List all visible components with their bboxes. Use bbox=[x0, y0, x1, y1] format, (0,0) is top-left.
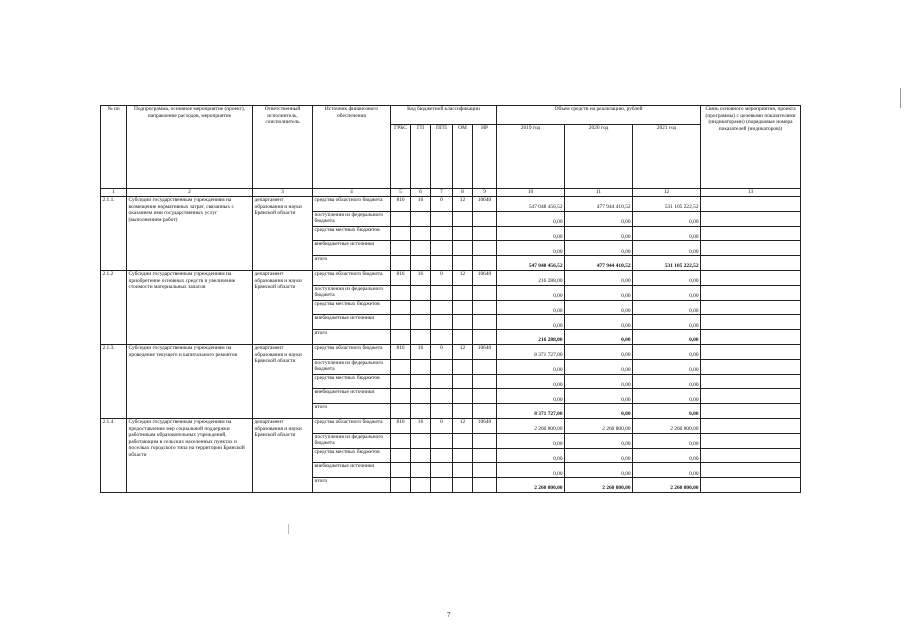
code-empty bbox=[473, 256, 497, 271]
header-volume: Объем средств на реализацию, рублей bbox=[497, 106, 701, 125]
code-empty bbox=[431, 359, 453, 374]
source-label: поступления из федерального бюджета bbox=[313, 285, 391, 300]
code-empty bbox=[473, 448, 497, 463]
code-empty bbox=[453, 359, 473, 374]
code-empty bbox=[453, 315, 473, 330]
scan-edge-mark bbox=[900, 88, 901, 108]
amount-2020: 0,00 bbox=[565, 241, 633, 256]
amount-2019: 216 288,00 bbox=[497, 270, 565, 285]
code-empty bbox=[431, 478, 453, 493]
code-empty bbox=[473, 433, 497, 448]
link-cell bbox=[701, 256, 801, 271]
amount-2019: 0,00 bbox=[497, 226, 565, 241]
code-gp: 16 bbox=[411, 344, 431, 359]
code-empty bbox=[391, 315, 411, 330]
link-cell bbox=[701, 285, 801, 300]
code-empty bbox=[431, 315, 453, 330]
header-2019: 2019 год bbox=[497, 124, 565, 188]
amount-2021: 0,00 bbox=[633, 404, 701, 419]
code-empty bbox=[391, 211, 411, 226]
link-cell bbox=[701, 197, 801, 212]
amount-2020: 0,00 bbox=[565, 285, 633, 300]
code-gp: 16 bbox=[411, 270, 431, 285]
code-empty bbox=[391, 433, 411, 448]
amount-2019: 0,00 bbox=[497, 463, 565, 478]
code-grbs: 816 bbox=[391, 418, 411, 433]
budget-table bbox=[100, 105, 801, 493]
col-number: 4 bbox=[313, 189, 391, 197]
amount-2021: 0,00 bbox=[633, 448, 701, 463]
code-empty bbox=[391, 330, 411, 345]
amount-2020: 2 260 800,00 bbox=[565, 478, 633, 493]
code-empty bbox=[431, 256, 453, 271]
code-empty bbox=[431, 433, 453, 448]
source-label: средства областного бюджета bbox=[313, 344, 391, 359]
source-label: средства областного бюджета bbox=[313, 270, 391, 285]
code-empty bbox=[411, 478, 431, 493]
item-name: Субсидии государственным учреждениям на возмещение нормативных затрат, связанных с оказанием ими государственных услуг (выполнением работ) bbox=[127, 197, 253, 271]
code-empty bbox=[431, 389, 453, 404]
source-label: итого bbox=[313, 478, 391, 493]
amount-2021: 0,00 bbox=[633, 359, 701, 374]
code-empty bbox=[473, 330, 497, 345]
amount-2020: 0,00 bbox=[565, 315, 633, 330]
amount-2019: 0,00 bbox=[497, 300, 565, 315]
amount-2021: 0,00 bbox=[633, 241, 701, 256]
source-label: поступления из федерального бюджета bbox=[313, 359, 391, 374]
code-empty bbox=[411, 448, 431, 463]
code-gp: 16 bbox=[411, 197, 431, 212]
code-empty bbox=[391, 448, 411, 463]
amount-2020: 477 944 410,52 bbox=[565, 256, 633, 271]
source-label: итого bbox=[313, 404, 391, 419]
item-responsible: департамент образования и науки Брянской области bbox=[253, 344, 313, 418]
code-pgp: 0 bbox=[431, 270, 453, 285]
amount-2019: 0,00 bbox=[497, 448, 565, 463]
link-cell bbox=[701, 389, 801, 404]
source-label: средства местных бюджетов bbox=[313, 448, 391, 463]
amount-2020: 0,00 bbox=[565, 374, 633, 389]
code-empty bbox=[473, 478, 497, 493]
link-cell bbox=[701, 404, 801, 419]
code-empty bbox=[431, 226, 453, 241]
code-gp: 16 bbox=[411, 418, 431, 433]
source-label: средства местных бюджетов bbox=[313, 226, 391, 241]
code-empty bbox=[453, 256, 473, 271]
code-grbs: 816 bbox=[391, 344, 411, 359]
amount-2019: 0,00 bbox=[497, 374, 565, 389]
code-empty bbox=[431, 211, 453, 226]
code-empty bbox=[473, 241, 497, 256]
source-label: внебюджетные источники bbox=[313, 463, 391, 478]
column-number-row bbox=[101, 189, 801, 197]
code-empty bbox=[431, 241, 453, 256]
source-label: внебюджетные источники bbox=[313, 241, 391, 256]
amount-2021: 531 105 222,52 bbox=[633, 197, 701, 212]
amount-2020: 0,00 bbox=[565, 404, 633, 419]
amount-2021: 2 260 800,00 bbox=[633, 478, 701, 493]
item-number: 2.1.1. bbox=[101, 197, 127, 271]
col-number: 11 bbox=[565, 189, 633, 197]
code-empty bbox=[453, 463, 473, 478]
code-np: 10640 bbox=[473, 418, 497, 433]
header-om: ОМ bbox=[453, 124, 473, 188]
code-empty bbox=[391, 478, 411, 493]
table-row bbox=[101, 270, 801, 285]
amount-2021: 0,00 bbox=[633, 463, 701, 478]
source-label: внебюджетные источники bbox=[313, 389, 391, 404]
amount-2019: 547 048 456,52 bbox=[497, 197, 565, 212]
col-number: 1 bbox=[101, 189, 127, 197]
item-name: Субсидии государственным учреждениям на проведение текущего и капитального ремонтов bbox=[127, 344, 253, 418]
amount-2020: 2 260 800,00 bbox=[565, 418, 633, 433]
code-np: 10640 bbox=[473, 270, 497, 285]
item-responsible: департамент образования и науки Брянской области bbox=[253, 197, 313, 271]
code-empty bbox=[411, 226, 431, 241]
link-cell bbox=[701, 374, 801, 389]
link-cell bbox=[701, 359, 801, 374]
code-empty bbox=[453, 448, 473, 463]
amount-2020: 0,00 bbox=[565, 389, 633, 404]
link-cell bbox=[701, 226, 801, 241]
link-cell bbox=[701, 270, 801, 285]
code-empty bbox=[411, 285, 431, 300]
header-np: НР bbox=[473, 124, 497, 188]
link-cell bbox=[701, 344, 801, 359]
link-cell bbox=[701, 463, 801, 478]
amount-2021: 0,00 bbox=[633, 330, 701, 345]
code-empty bbox=[453, 330, 473, 345]
source-label: средства областного бюджета bbox=[313, 418, 391, 433]
code-grbs: 816 bbox=[391, 197, 411, 212]
code-empty bbox=[453, 433, 473, 448]
source-label: средства областного бюджета bbox=[313, 197, 391, 212]
table-row bbox=[101, 197, 801, 212]
item-responsible: департамент образования и науки Брянской области bbox=[253, 270, 313, 344]
amount-2021: 0,00 bbox=[633, 211, 701, 226]
col-number: 6 bbox=[411, 189, 431, 197]
code-empty bbox=[411, 374, 431, 389]
code-om: 12 bbox=[453, 418, 473, 433]
amount-2020: 0,00 bbox=[565, 344, 633, 359]
code-empty bbox=[391, 256, 411, 271]
col-number: 9 bbox=[473, 189, 497, 197]
amount-2019: 0,00 bbox=[497, 389, 565, 404]
amount-2019: 0,00 bbox=[497, 433, 565, 448]
item-number: 2.1.4 bbox=[101, 418, 127, 492]
col-number: 12 bbox=[633, 189, 701, 197]
code-empty bbox=[453, 404, 473, 419]
code-empty bbox=[411, 241, 431, 256]
header-subprogram: Подпрограмма, основное мероприятие (проект), направление расходов, мероприятие bbox=[127, 106, 253, 189]
source-label: итого bbox=[313, 330, 391, 345]
code-empty bbox=[473, 359, 497, 374]
amount-2021: 0,00 bbox=[633, 389, 701, 404]
amount-2020: 477 944 410,52 bbox=[565, 197, 633, 212]
source-label: средства местных бюджетов bbox=[313, 300, 391, 315]
code-empty bbox=[453, 389, 473, 404]
amount-2020: 0,00 bbox=[565, 359, 633, 374]
amount-2019: 216 288,00 bbox=[497, 330, 565, 345]
code-empty bbox=[473, 389, 497, 404]
amount-2021: 2 260 800,00 bbox=[633, 418, 701, 433]
amount-2021: 0,00 bbox=[633, 344, 701, 359]
amount-2021: 0,00 bbox=[633, 270, 701, 285]
item-number: 2.1.3. bbox=[101, 344, 127, 418]
code-empty bbox=[453, 478, 473, 493]
amount-2019: 547 048 456,52 bbox=[497, 256, 565, 271]
header-link: Связь основного мероприятия, проекта (программы) с целевыми показателями (индикаторами) (порядковые номера показателей (индикаторов)) bbox=[701, 106, 801, 189]
code-empty bbox=[411, 433, 431, 448]
header-2021: 2021 год bbox=[633, 124, 701, 188]
col-number: 7 bbox=[431, 189, 453, 197]
amount-2019: 0,00 bbox=[497, 285, 565, 300]
header-pgp: ПГП bbox=[431, 124, 453, 188]
code-empty bbox=[431, 463, 453, 478]
amount-2019: 2 260 800,00 bbox=[497, 418, 565, 433]
code-empty bbox=[411, 300, 431, 315]
code-empty bbox=[411, 211, 431, 226]
header-budget-code: Код бюджетной классификации bbox=[391, 106, 497, 125]
code-empty bbox=[453, 226, 473, 241]
document-page bbox=[100, 105, 800, 493]
amount-2019: 0,00 bbox=[497, 359, 565, 374]
code-empty bbox=[391, 226, 411, 241]
code-empty bbox=[473, 226, 497, 241]
code-empty bbox=[453, 374, 473, 389]
code-empty bbox=[453, 285, 473, 300]
code-empty bbox=[473, 374, 497, 389]
code-empty bbox=[431, 330, 453, 345]
amount-2020: 0,00 bbox=[565, 300, 633, 315]
code-empty bbox=[391, 359, 411, 374]
link-cell bbox=[701, 241, 801, 256]
code-empty bbox=[391, 463, 411, 478]
code-om: 12 bbox=[453, 344, 473, 359]
amount-2020: 0,00 bbox=[565, 448, 633, 463]
source-label: внебюджетные источники bbox=[313, 315, 391, 330]
amount-2020: 0,00 bbox=[565, 211, 633, 226]
link-cell bbox=[701, 330, 801, 345]
header-gp: ГП bbox=[411, 124, 431, 188]
header-grbs: ГРБС bbox=[391, 124, 411, 188]
amount-2019: 0,00 bbox=[497, 315, 565, 330]
col-number: 10 bbox=[497, 189, 565, 197]
amount-2020: 0,00 bbox=[565, 226, 633, 241]
code-np: 10640 bbox=[473, 344, 497, 359]
link-cell bbox=[701, 433, 801, 448]
amount-2020: 0,00 bbox=[565, 330, 633, 345]
col-number: 8 bbox=[453, 189, 473, 197]
amount-2021: 0,00 bbox=[633, 433, 701, 448]
code-empty bbox=[473, 300, 497, 315]
code-empty bbox=[453, 241, 473, 256]
code-empty bbox=[411, 330, 431, 345]
header-2020: 2020 год bbox=[565, 124, 633, 188]
code-empty bbox=[411, 404, 431, 419]
amount-2020: 0,00 bbox=[565, 433, 633, 448]
amount-2021: 531 105 222,52 bbox=[633, 256, 701, 271]
code-empty bbox=[431, 404, 453, 419]
header-responsible: Ответственный исполнитель, соисполнитель bbox=[253, 106, 313, 189]
link-cell bbox=[701, 300, 801, 315]
code-empty bbox=[411, 315, 431, 330]
code-empty bbox=[473, 404, 497, 419]
code-empty bbox=[391, 285, 411, 300]
col-number: 2 bbox=[127, 189, 253, 197]
code-empty bbox=[431, 300, 453, 315]
code-om: 12 bbox=[453, 270, 473, 285]
table-row bbox=[101, 344, 801, 359]
col-number: 3 bbox=[253, 189, 313, 197]
page-number: 7 bbox=[447, 611, 451, 619]
code-empty bbox=[473, 315, 497, 330]
item-responsible: департамент образования и науки Брянской области bbox=[253, 418, 313, 492]
source-label: итого bbox=[313, 256, 391, 271]
link-cell bbox=[701, 418, 801, 433]
amount-2021: 0,00 bbox=[633, 300, 701, 315]
code-pgp: 0 bbox=[431, 344, 453, 359]
code-empty bbox=[391, 241, 411, 256]
header-num: № пп bbox=[101, 106, 127, 189]
code-empty bbox=[411, 389, 431, 404]
code-empty bbox=[411, 463, 431, 478]
source-label: средства местных бюджетов bbox=[313, 374, 391, 389]
header-source: Источник финансового обеспечения bbox=[313, 106, 391, 189]
amount-2021: 0,00 bbox=[633, 285, 701, 300]
col-number: 5 bbox=[391, 189, 411, 197]
code-empty bbox=[411, 256, 431, 271]
link-cell bbox=[701, 478, 801, 493]
source-label: поступления из федерального бюджета bbox=[313, 433, 391, 448]
link-cell bbox=[701, 315, 801, 330]
amount-2021: 0,00 bbox=[633, 374, 701, 389]
code-empty bbox=[473, 211, 497, 226]
link-cell bbox=[701, 211, 801, 226]
code-grbs: 816 bbox=[391, 270, 411, 285]
code-pgp: 0 bbox=[431, 197, 453, 212]
scan-dot-mark bbox=[288, 524, 289, 534]
link-cell bbox=[701, 448, 801, 463]
amount-2019: 0,00 bbox=[497, 211, 565, 226]
code-empty bbox=[473, 285, 497, 300]
amount-2019: 0,00 bbox=[497, 241, 565, 256]
amount-2019: 2 260 800,00 bbox=[497, 478, 565, 493]
code-empty bbox=[391, 389, 411, 404]
code-empty bbox=[431, 285, 453, 300]
code-np: 10640 bbox=[473, 197, 497, 212]
code-om: 12 bbox=[453, 197, 473, 212]
code-empty bbox=[453, 211, 473, 226]
item-name: Субсидии государственным учреждениям на приобретение основных средств и увеличение стоимости материальных запасов bbox=[127, 270, 253, 344]
code-empty bbox=[453, 300, 473, 315]
amount-2020: 0,00 bbox=[565, 270, 633, 285]
source-label: поступления из федерального бюджета bbox=[313, 211, 391, 226]
amount-2020: 0,00 bbox=[565, 463, 633, 478]
code-pgp: 0 bbox=[431, 418, 453, 433]
code-empty bbox=[391, 374, 411, 389]
col-number: 13 bbox=[701, 189, 801, 197]
item-number: 2.1.2 bbox=[101, 270, 127, 344]
code-empty bbox=[431, 374, 453, 389]
code-empty bbox=[391, 300, 411, 315]
table-row bbox=[101, 418, 801, 433]
amount-2021: 0,00 bbox=[633, 226, 701, 241]
code-empty bbox=[431, 448, 453, 463]
item-name: Субсидии государственным учреждениям на предоставление мер социальной поддержки работникам образовательных учреждений, работающим в сельских населенных пунктах и поселках городского типа на территории Брянской области bbox=[127, 418, 253, 492]
code-empty bbox=[391, 404, 411, 419]
amount-2021: 0,00 bbox=[633, 315, 701, 330]
code-empty bbox=[473, 463, 497, 478]
amount-2019: 8 371 727,00 bbox=[497, 344, 565, 359]
amount-2019: 8 371 727,00 bbox=[497, 404, 565, 419]
code-empty bbox=[411, 359, 431, 374]
